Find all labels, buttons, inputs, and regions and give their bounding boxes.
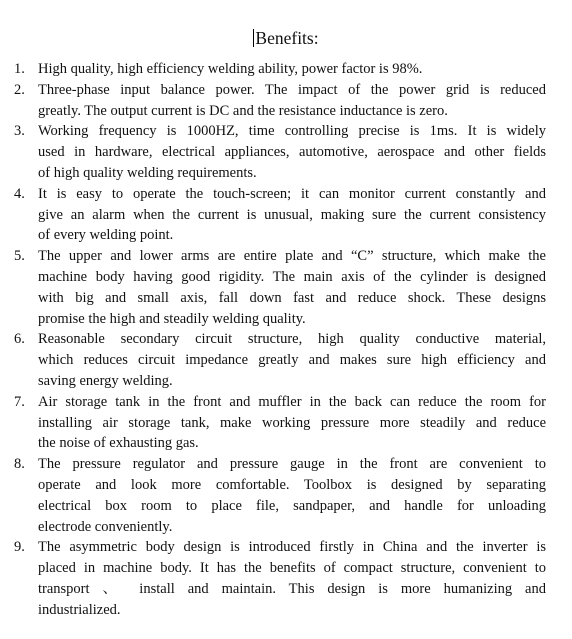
benefit-text-line: used in hardware, electrical appliances, automotive, aerospace and other fields	[38, 144, 546, 161]
benefit-number: 6.	[14, 331, 25, 348]
benefit-number: 5.	[14, 248, 25, 265]
benefit-text	[38, 246, 546, 329]
benefit-item	[10, 392, 546, 454]
benefit-text-line: of high quality welding requirements.	[38, 164, 257, 181]
benefit-text	[38, 329, 546, 391]
benefit-text-line: machine body having good rigidity. The main axis of the cylinder is designed	[38, 268, 546, 285]
benefit-item	[10, 329, 546, 391]
benefit-text-line: The upper and lower arms are entire plate and “C” structure, which make the	[38, 248, 546, 265]
benefit-text-line: Air storage tank in the front and muffler in the back can reduce the room for	[38, 393, 546, 410]
benefit-text-line: promise the high and steadily welding quality.	[38, 310, 306, 327]
benefit-text-line: of every welding point.	[38, 227, 174, 244]
benefit-text-line: installing air storage tank, make working pressure more steadily and reduce	[38, 414, 546, 431]
benefit-text-line: electrical box room to place file, sandpaper, and handle for unloading	[38, 497, 546, 514]
benefit-text-line: greatly. The output current is DC and the resistance inductance is zero.	[38, 102, 448, 119]
benefit-number: 1.	[14, 61, 25, 77]
benefit-item	[10, 59, 546, 80]
benefit-text-line: Three-phase input balance power. The impact of the power grid is reduced	[38, 81, 546, 98]
benefit-text-line: The asymmetric body design is introduced firstly in China and the inverter is	[38, 539, 546, 556]
benefit-text-line: Working frequency is 1000HZ, time controlling precise is 1ms. It is widely	[38, 123, 546, 140]
benefit-text-line: with big and small axis, fall down fast and reduce shock. These designs	[38, 289, 546, 306]
benefit-text	[38, 184, 546, 246]
benefit-number: 3.	[14, 123, 25, 140]
benefit-item	[10, 80, 546, 122]
benefit-item	[10, 121, 546, 183]
benefit-text	[38, 80, 546, 122]
benefit-text	[38, 454, 546, 537]
benefit-number: 7.	[14, 393, 25, 410]
benefit-text-line: industrialized.	[38, 601, 121, 618]
benefit-number: 2.	[14, 81, 25, 98]
benefit-text-line: operate and look more comfortable. Toolbox is designed by separating	[38, 476, 546, 493]
benefit-text-line: It is easy to operate the touch-screen; it can monitor current constantly and	[38, 185, 546, 202]
benefit-item	[10, 454, 546, 537]
document-title	[0, 27, 572, 49]
benefit-text-line: electrode conveniently.	[38, 518, 173, 535]
benefit-text-line: saving energy welding.	[38, 372, 173, 389]
benefit-text	[38, 392, 546, 454]
benefit-item	[10, 246, 546, 329]
benefit-number: 9.	[14, 539, 25, 556]
benefit-text	[38, 537, 546, 620]
benefit-text-line: the noise of exhausting gas.	[38, 435, 199, 452]
benefit-text-line: which reduces circuit impedance greatly and makes sure high efficiency and	[38, 352, 546, 369]
benefit-text	[38, 59, 546, 80]
benefit-text-line: give an alarm when the current is unusual, making sure the current consistency	[38, 206, 546, 223]
benefit-text	[38, 121, 546, 183]
benefit-text-line: placed in machine body. It has the benefits of compact structure, convenient to	[38, 560, 546, 577]
benefit-item	[10, 537, 546, 620]
document-title-text: Benefits:	[255, 28, 319, 48]
benefit-text-line: transport 、 install and maintain. This design is more humanizing and	[38, 580, 546, 597]
benefit-number: 4.	[14, 185, 25, 202]
benefit-item	[10, 184, 546, 246]
benefit-text-line: The pressure regulator and pressure gauge in the front are convenient to	[38, 456, 546, 473]
benefit-number: 8.	[14, 456, 25, 473]
benefit-text-line: Reasonable secondary circuit structure, high quality conductive material,	[38, 331, 546, 348]
benefit-text-line: High quality, high efficiency welding ability, power factor is 98%.	[38, 61, 423, 77]
benefits-list	[10, 59, 546, 621]
